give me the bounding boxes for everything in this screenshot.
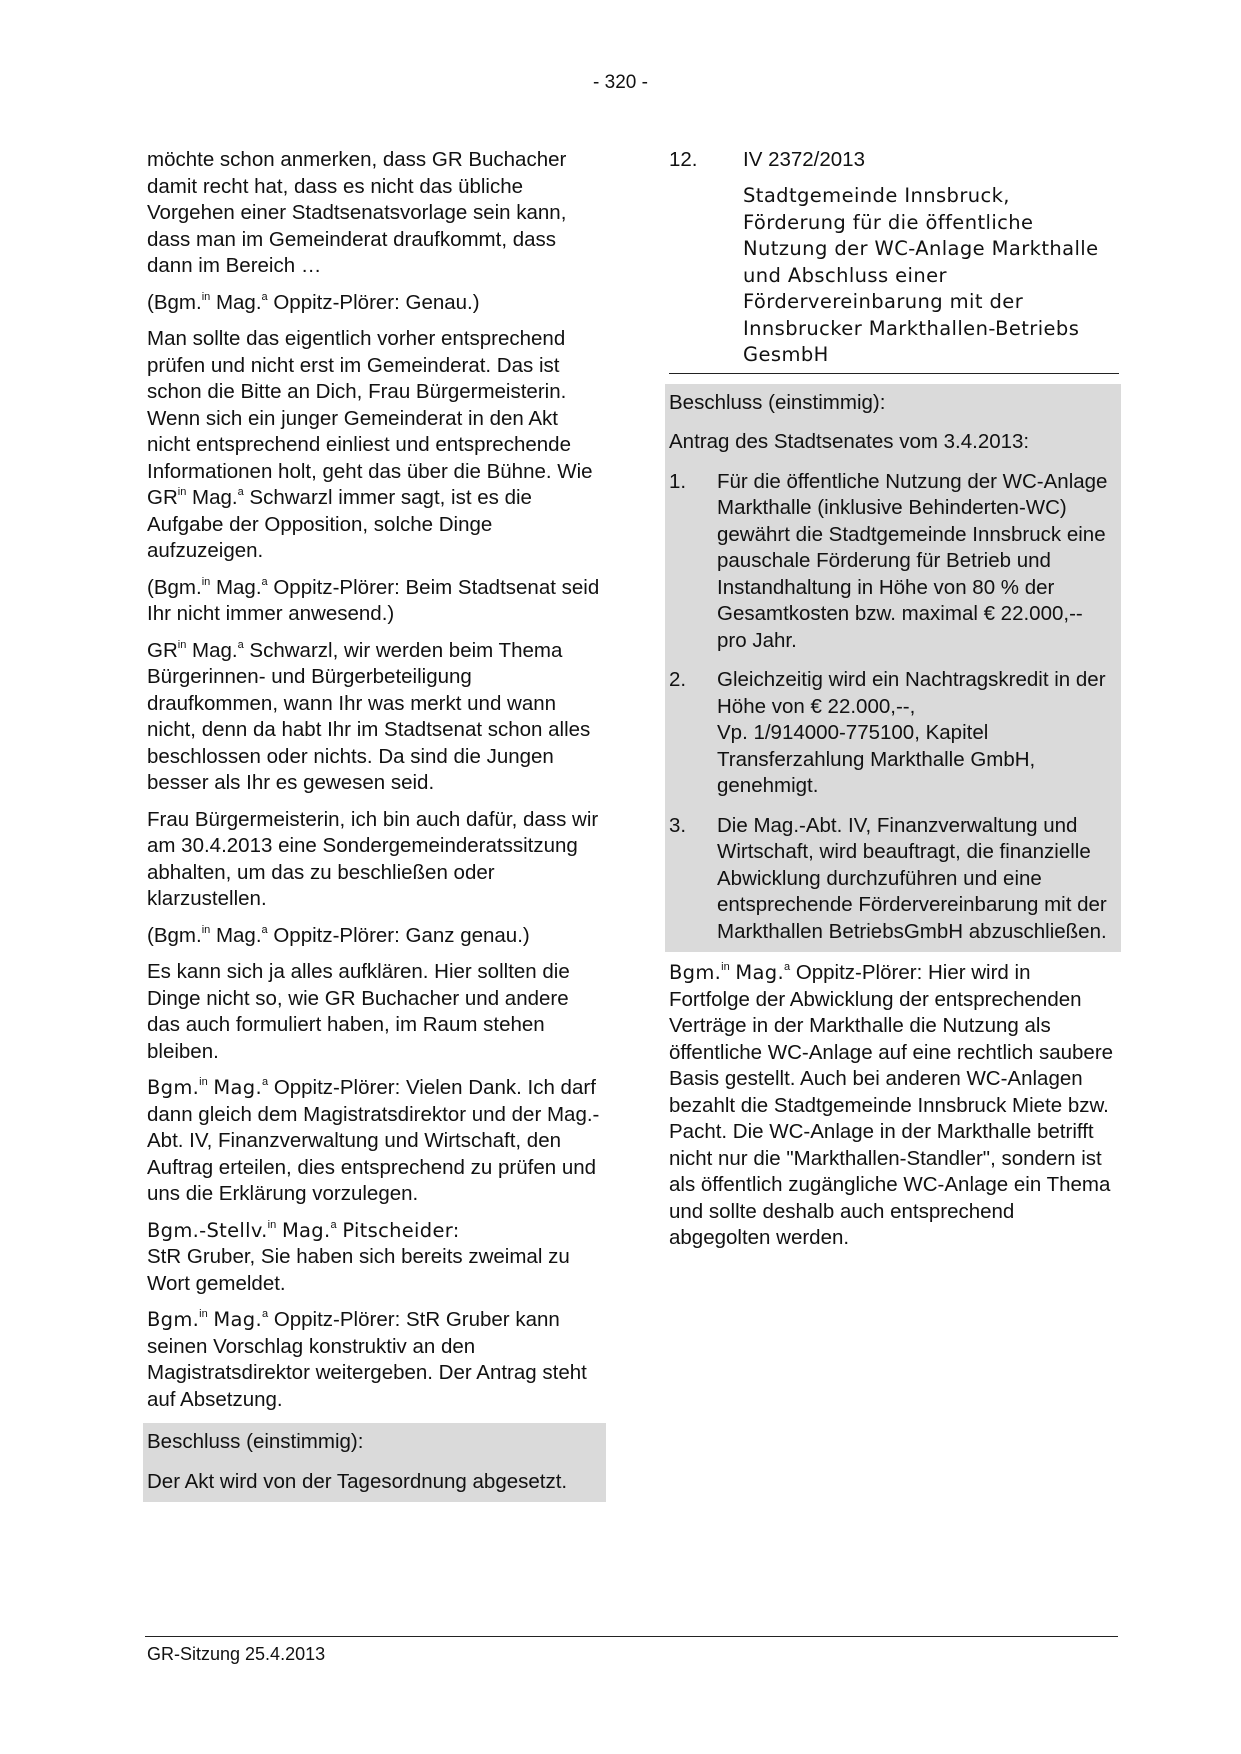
paragraph: Man sollte das eigentlich vorher entsprechend prüfen und nicht erst im Gemeinderat. Das ist schon die Bitte an Dich, Frau Bürgermeisterin. Wenn sich ein junger Gemeinderat in den Akt nicht entsprechend einliest und entsprechende Informationen holt, geht das über die Bühne. Wie $GR^{in}$ Mag.$^a$ Schwarzl immer sagt, ist es die Aufgabe der Opposition, solche Dinge aufzuzeigen. — [147, 327, 593, 562]
speaker-paragraph: Bgm.$^{in}$ Mag.$^a$ Oppitz-Plörer: Hier wird in Fortfolge der Abwicklung der entsprechenden Verträge in der Markthalle die Nutzung als öffentliche WC-Anlage auf eine rechtlich saubere Basis gestellt. Auch bei anderen WC-Anlagen bezahlt die Stadtgemeinde Innsbruck Miete bzw. Pacht. Die WC-Anlage in der Markthalle betrifft nicht nur die "Markthallen-Standler", sondern ist als öffentlich zugängliche WC-Anlage ein Thema und sollte deshalb auch entsprechend abgegolten werden. — [669, 961, 1114, 1249]
left-column — [147, 147, 602, 1502]
footer-divider — [145, 1636, 1118, 1637]
motion-heading: Antrag des Stadtsenates vom 3.4.2013: — [669, 430, 1030, 453]
paragraph: Es kann sich ja alles aufklären. Hier sollten die Dinge nicht so, wie GR Buchacher und andere das auch formuliert haben, im Raum stehen bleiben. — [147, 960, 570, 1063]
page-number: - 320 - — [593, 72, 648, 93]
speaker-paragraph: Bgm.$^{in}$ Mag.$^a$ Oppitz-Plörer: Vielen Dank. Ich darf dann gleich dem Magistratsdirektor und der Mag.-Abt. IV, Finanzverwaltung und Wirtschaft, den Auftrag erteilen, dies entsprechend zu prüfen und uns die Erklärung vorzulegen. — [147, 1076, 600, 1205]
agenda-item-id: IV 2372/2013 — [743, 148, 865, 171]
resolution-text: Der Akt wird von der Tagesordnung abgesetzt. — [147, 1469, 568, 1493]
right-column — [669, 147, 1117, 1262]
paragraph: $GR^{in}$ Mag.$^a$ Schwarzl, wir werden beim Thema Bürgerinnen- und Bürgerbeteiligung draufkommen, wann Ihr was merkt und wann nicht, denn da habt Ihr im Stadtsenat schon alles beschlossen oder nichts. Da sind die Jungen besser als Ihr es gewesen seid. — [147, 638, 591, 794]
resolution-box — [143, 1423, 606, 1502]
interjection: (Bgm.$^{in}$ Mag.$^a$ Oppitz-Plörer: Genau.) — [147, 290, 480, 314]
list-item: 1. Für die öffentliche Nutzung der WC-Anlage Markthalle (inklusive Behinderten-WC) gewährt die Stadtgemeinde Innsbruck eine pauschale Förderung für Betrieb und Instandhaltung in Höhe von 80 % der Gesamtkosten bzw. maximal € 22.000,-- pro Jahr. — [669, 469, 1108, 652]
interjection: (Bgm.$^{in}$ Mag.$^a$ Oppitz-Plörer: Ganz genau.) — [147, 923, 530, 947]
agenda-item-title: Stadtgemeinde Innsbruck, Förderung für die öffentliche Nutzung der WC-Anlage Markthalle und Abschluss einer Fördervereinbarung mit der Innsbrucker Markthallen-Betriebs GesmbH — [743, 184, 1099, 366]
interjection: (Bgm.$^{in}$ Mag.$^a$ Oppitz-Plörer: Beim Stadtsenat seid Ihr nicht immer anwesend.) — [147, 575, 600, 625]
speaker-paragraph: Bgm.$^{in}$ Mag.$^a$ Oppitz-Plörer: StR Gruber kann seinen Vorschlag konstruktiv an den Magistratsdirektor weitergeben. Der Antrag steht auf Absetzung. — [147, 1308, 587, 1411]
list-item: 3. Die Mag.-Abt. IV, Finanzverwaltung und Wirtschaft, wird beauftragt, die finanzielle Abwicklung durchzuführen und eine entsprechende Fördervereinbarung mit der Markthallen BetriebsGmbH abzuschließen. — [669, 813, 1107, 943]
agenda-item-number: 12. — [669, 148, 698, 171]
agenda-item-header — [669, 147, 1117, 175]
resolution-heading: Beschluss (einstimmig): — [669, 390, 886, 414]
paragraph: möchte schon anmerken, dass GR Buchacher damit recht hat, dass es nicht das übliche Vorgehen einer Stadtsenatsvorlage sein kann, dass man im Gemeinderat draufkommt, dass dann im Bereich … — [147, 148, 567, 277]
list-item: 2. Gleichzeitig wird ein Nachtragskredit in der Höhe von € 22.000,--, Vp. 1/914000-775100, Kapitel Transferzahlung Markthalle GmbH, genehmigt. — [669, 668, 1106, 797]
resolution-box — [665, 384, 1121, 953]
footer: GR-Sitzung 25.4.2013 — [147, 1644, 326, 1664]
resolution-heading: Beschluss (einstimmig): — [147, 1430, 364, 1453]
speaker-paragraph: Bgm.-Stellv.$^{in}$ Mag.$^a$ Pitscheider: StR Gruber, Sie haben sich bereits zweimal zu Wort gemeldet. — [147, 1218, 570, 1295]
paragraph: Frau Bürgermeisterin, ich bin auch dafür, dass wir am 30.4.2013 eine Sondergemeinderatssitzung abhalten, um das zu beschließen oder klarzustellen. — [147, 807, 599, 910]
divider — [669, 373, 1119, 374]
